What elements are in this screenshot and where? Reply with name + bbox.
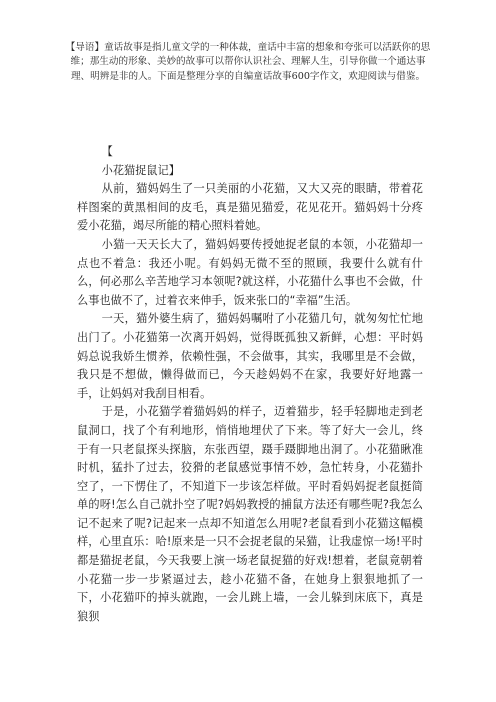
guide-text: 【导语】童话故事是指儿童文学的一种体裁，童话中丰富的想象和夸张可以活跃你的思维；那生动的形象、美妙的故事可以帮你认识社会、理解人生，引导你做一个通达事理、明辨是非的人。下面是整理分享的自编童话故事600字作文，欢迎阅读与借鉴。 — [65, 42, 431, 82]
story-title: 小花猫捉鼠记】 — [101, 163, 180, 177]
paragraph-3: 一天，猫外婆生病了，猫妈妈嘱咐了小花猫几句，就匆匆忙忙地出门了。小花猫第一次离开妈妈，觉得既孤独又新鲜，心想：平时妈妈总说我娇生惯养，依赖性强，不会做事，其实，我哪里是不会做，我只是不想做，懒得做而已，今天趁妈妈不在家，我要好好地露一手，让妈妈对我刮目相看。 — [77, 312, 423, 400]
paragraph-4: 于是，小花猫学着猫妈妈的样子，迈着猫步，轻手轻脚地走到老鼠洞口，找了个有利地形，悄悄地埋伏了下来。等了好大一会儿，终于有一只老鼠探头探脑，东张西望，蹑手蹑脚地出洞了。小花猫瞅准时机，猛扑了过去，狡猾的老鼠感觉事情不妙，急忙转身，小花猫扑空了，一下愣住了，不知道下一步该怎样做。平时看妈妈捉老鼠挺简单的呀!怎么自己就扑空了呢?妈妈教授的捕鼠方法还有哪些呢?我怎么记不起来了呢?记起来一点却不知道怎么用呢?老鼠看到小花猫这幅模样，心里直乐：哈!原来是一只不会捉老鼠的呆猫，让我虚惊一场!平时都是猫捉老鼠，今天我要上演一场老鼠捉猫的好戏!想着，老鼠竟朝着小花猫一步一步紧逼过去，趁小花猫不备，在她身上狠狠地抓了一下，小花猫吓的掉头就跑，一会儿跳上墙，一会儿躲到床底下，真是狼狈 — [77, 405, 423, 623]
opening-bracket: 【 — [101, 145, 113, 158]
guide-abstract — [62, 41, 434, 84]
paragraph-1: 从前，猫妈妈生了一只美丽的小花猫，又大又亮的眼睛，带着花样图案的黄黑相间的皮毛，真是猫见猫爱，花见花开。猫妈妈十分疼爱小花猫，竭尽所能的精心照料着她。 — [77, 182, 423, 233]
story-body — [77, 143, 423, 626]
paragraph-2: 小猫一天天长大了，猫妈妈要传授她捉老鼠的本领，小花猫却一点也不着急：我还小呢。有妈妈无微不至的照顾，我要什么就有什么，何必那么辛苦地学习本领呢?就这样，小花猫什么事也不会做，什么事也做不了，过着衣来伸手，饭来张口的“幸福”生活。 — [77, 237, 423, 307]
